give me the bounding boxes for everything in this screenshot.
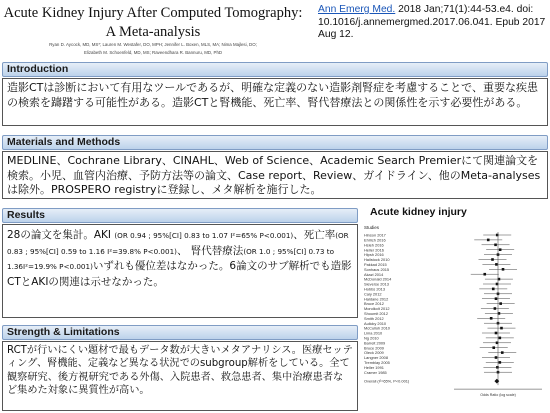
citation-details: 2018 Jan;71(1):44-53.e4. doi: 10.1016/j.annemergmed.2017.06.041. Epub 2017 Aug 12.	[318, 4, 546, 41]
forest-study-label: Langner 2008	[364, 355, 389, 361]
results-text-3: 、 腎代替療法	[176, 244, 244, 257]
citation	[318, 4, 548, 42]
forest-study-point	[499, 337, 502, 340]
results-text-1: 28の論文を集計。AKI	[7, 229, 115, 241]
forest-study-point	[495, 356, 498, 359]
forest-study-point	[495, 297, 498, 300]
forest-study-point	[494, 244, 497, 247]
results-mortality-stats: (OR 0.83 ; 95%[CI] 0.59 to 1.16 I²=39.8% P<0.001)	[7, 231, 349, 256]
forest-study-point	[499, 302, 502, 305]
forest-plot-svg	[362, 221, 548, 411]
forest-study-label: Ehrlich 2016	[364, 237, 386, 243]
paper-header-clipping	[3, 2, 303, 58]
forest-study-point	[490, 317, 493, 320]
forest-plot-title: Acute kidney injury	[370, 206, 467, 218]
forest-study-label: Caiy 2012	[364, 291, 382, 297]
forest-study-point	[492, 288, 495, 291]
forest-study-label: Mondkolt 2012	[364, 306, 390, 312]
forest-overall-diamond	[494, 379, 499, 384]
forest-study-label: Shoumit 2012	[364, 311, 389, 316]
forest-study-label: Sonhaus 2015	[364, 266, 390, 272]
forest-study-label: McCulloh 2010	[364, 325, 390, 331]
forest-study-label: Cramer 1985	[364, 369, 387, 375]
forest-study-label: Pakkad 2015	[364, 262, 387, 267]
strengths-body	[2, 341, 358, 411]
forest-study-label: Heller 2016	[364, 247, 384, 253]
forest-study-label: Akazi 2014	[364, 271, 384, 277]
paper-authors-line2: Elizabeth M. Schoenfeld, MD, MS; Raveendhara R. Bannuru, MD, PhD	[83, 49, 223, 55]
forest-study-point	[494, 307, 497, 310]
results-rrt-stats: (OR 1.0 ; 95%[CI] 0.73 to 1.36I²=19.9% P<0.001)	[7, 246, 334, 271]
forest-study-label: Tremblay 2005	[364, 360, 390, 365]
forest-overall-label: Overall (I²=65%, P<0.001)	[364, 378, 410, 384]
forest-study-label: Hipsh 2016	[364, 252, 384, 258]
introduction-body: 造影CTは診断において有用なツールであるが、明確な定義のない造影剤腎症を考慮することで、重要な疾患の検索を躊躇する可能性がある。造影CTと腎機能、死亡率、腎代替療法との関係性を示す必要性がある。	[2, 78, 548, 126]
forest-study-point	[496, 366, 499, 369]
forest-study-label: Hinson 2017	[364, 232, 386, 238]
forest-study-label: Ng 2010	[364, 335, 379, 341]
forest-study-label: Oleck 2009	[364, 350, 384, 356]
forest-study-point	[492, 346, 495, 349]
results-text-4: いずれも優位差はなかった。6論文のサブ解析でも造影CTとAKIの関連は示せなかった。	[7, 260, 352, 288]
forest-study-label: Bruce 2012	[364, 301, 384, 307]
forest-study-label: Sieverse 2013	[364, 281, 389, 287]
forest-column-header: Studies	[364, 225, 380, 230]
forest-plot-figure	[362, 205, 548, 412]
forest-study-point	[501, 351, 504, 354]
results-body	[2, 224, 358, 318]
forest-study-label: Hailstock 2010	[364, 257, 390, 263]
results-aki-stats: (OR 0.94 ; 95%[CI] 0.83 to 1.07 I²=65% P<0.001)	[114, 231, 294, 240]
paper-title-line2: A Meta-analysis	[105, 24, 201, 40]
forest-study-label: Hsieh 2016	[364, 242, 384, 248]
paper-authors-line1: Ryan D. Aycock, MD, MS*; Lauren M. Westafer, DO, MPH; Jennifer L. Boxen, MLS, MA; Nima Majlesi, DO;	[49, 42, 257, 47]
forest-study-point	[499, 248, 502, 251]
forest-study-label: Aulicky 2010	[364, 320, 387, 326]
forest-study-point	[483, 273, 486, 276]
forest-study-label: McDonald 2014	[364, 276, 392, 282]
forest-x-axis-label: Odds Ratio (log scale)	[480, 393, 516, 398]
methods-body: MEDLINE、Cochrane Library、CINAHL、Web of Science、Academic Search Premierにて関連論文を検索。小児、血管内治療、予防方法等の論文、Case report、Review、ガイドライン、他のMeta-analysesは除外。PROSPERO registryに登録し、メタ解析を施行した。	[2, 151, 548, 199]
forest-study-label: Lima 2010	[364, 330, 383, 336]
forest-study-label: Bruce 2009	[364, 345, 384, 351]
results-heading: Results	[2, 208, 358, 223]
forest-study-label: Barrelt 2009	[364, 340, 386, 346]
methods-heading: Materials and Methods	[2, 135, 548, 150]
forest-study-point	[487, 239, 490, 242]
strengths-text: RCTが行いにくい題材で最もデータ数が大きいメタアナリシス。医療セッティング、腎機能、定義など異なる状況でのsubgroup解析をしている。全て観察研究、後方視研究である外傷、入院患者、救急患者、集中治療患者など集めた対象に異質性が高い。	[7, 345, 353, 397]
strengths-heading: Strength & Limitations	[2, 325, 358, 340]
forest-study-point	[495, 263, 498, 266]
paper-title-line1: Acute Kidney Injury After Computed Tomography:	[3, 5, 303, 21]
forest-study-point	[499, 361, 502, 364]
introduction-heading: Introduction	[2, 62, 548, 77]
forest-study-point	[491, 258, 494, 261]
forest-study-point	[502, 268, 505, 271]
forest-study-point	[500, 327, 503, 330]
forest-study-label: Heller 1991	[364, 364, 384, 370]
forest-study-point	[495, 332, 498, 335]
results-text-2: 、死亡率	[293, 229, 336, 241]
forest-study-label: Hobbs 2013	[364, 286, 385, 292]
journal-link[interactable]: Ann Emerg Med.	[318, 4, 396, 15]
forest-study-label: Haldane 2012	[364, 296, 389, 302]
forest-study-label: Smith 2012	[364, 315, 384, 321]
